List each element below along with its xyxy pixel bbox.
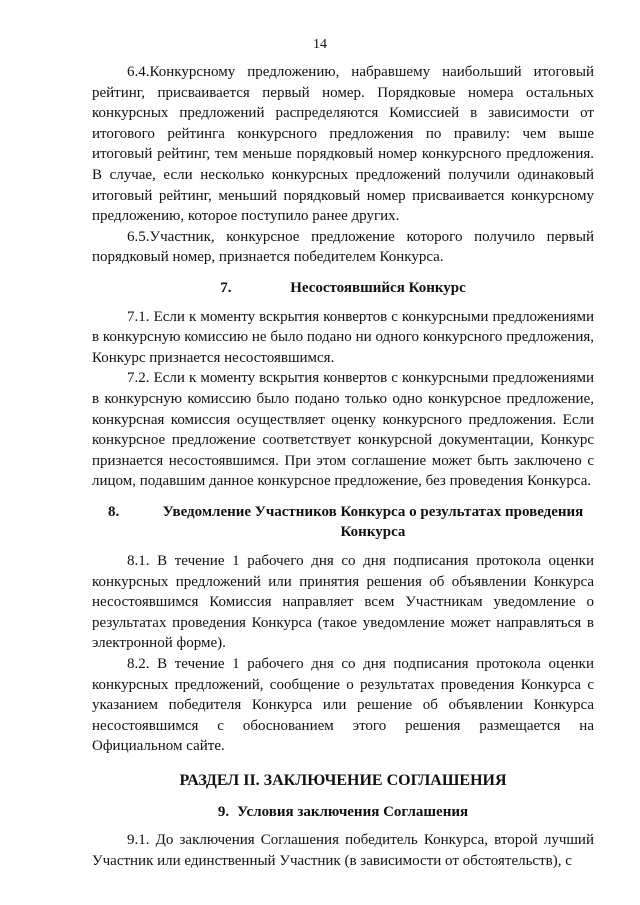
- heading-7: [92, 278, 594, 299]
- heading-9: [92, 802, 594, 823]
- heading-7-title: Несостоявшийся Конкурс: [290, 279, 466, 296]
- paragraph-7-1: 7.1. Если к моменту вскрытия конвертов с конкурсными предложениями в конкурсную комиссию не было подано ни одного конкурсного предложения, Конкурс признается несостоявшимся.: [92, 308, 594, 366]
- section-2-title: РАЗДЕЛ II. ЗАКЛЮЧЕНИЕ СОГЛАШЕНИЯ: [179, 772, 507, 789]
- heading-7-number: 7.: [220, 279, 232, 296]
- heading-8: [92, 502, 594, 543]
- page-number: 14: [313, 37, 327, 52]
- paragraph-7-2: 7.2. Если к моменту вскрытия конвертов с конкурсными предложениями в конкурсную комиссию было подано только одно конкурсное предложение, конкурсная комиссия осуществляет оценку конкурсного предложения. Если конкурсное предложение соответствует конкурсной документации, Конкурс признается несостоявшимся. При этом соглашение может быть заключено с лицом, подавшим данное конкурсное предложение, без проведения Конкурса.: [92, 370, 594, 490]
- heading-8-number: 8.: [108, 503, 120, 520]
- heading-9-title: Условия заключения Соглашения: [237, 803, 469, 820]
- heading-8-title: Уведомление Участников Конкурса о результатах проведения Конкурса: [162, 503, 584, 541]
- paragraph-8-1: 8.1. В течение 1 рабочего дня со дня подписания протокола оценки конкурсных предложений или принятия решения об объявлении Конкурса несостоявшимся Комиссия направляет всем Участникам уведомление о результатах проведения Конкурса (такое уведомление может направляться в электронной форме).: [92, 553, 594, 652]
- heading-9-number: 9.: [217, 803, 230, 820]
- paragraph-8-2: 8.2. В течение 1 рабочего дня со дня подписания протокола оценки конкурсных предложений, сообщение о результатах проведения Конкурса с указанием победителя Конкурса или решение об объявлении Конкурса несостоявшимся с обоснованием этого решения размещается на Официальном сайте.: [92, 656, 594, 755]
- paragraph-6-5: 6.5.Участник, конкурсное предложение которого получило первый порядковый номер, признается победителем Конкурса.: [92, 228, 594, 266]
- page-content: [92, 62, 594, 871]
- paragraph-9-1: 9.1. До заключения Соглашения победитель Конкурса, второй лучший Участник или единственный Участник (в зависимости от обстоятельств), с: [92, 832, 594, 869]
- paragraph-6-4: 6.4.Конкурсному предложению, набравшему наибольший итоговый рейтинг, присваивается первый номер. Порядковые номера остальных конкурсных предложений распределяются Комиссией в зависимости от итогового рейтинга конкурсного предложения по правилу: чем выше итоговый рейтинг, тем меньше порядковый номер конкурсного предложения. В случае, если несколько конкурсных предложений получили одинаковый итоговый рейтинг, меньший порядковый номер присваивается конкурсному предложению, которое поступило ранее других.: [92, 64, 594, 225]
